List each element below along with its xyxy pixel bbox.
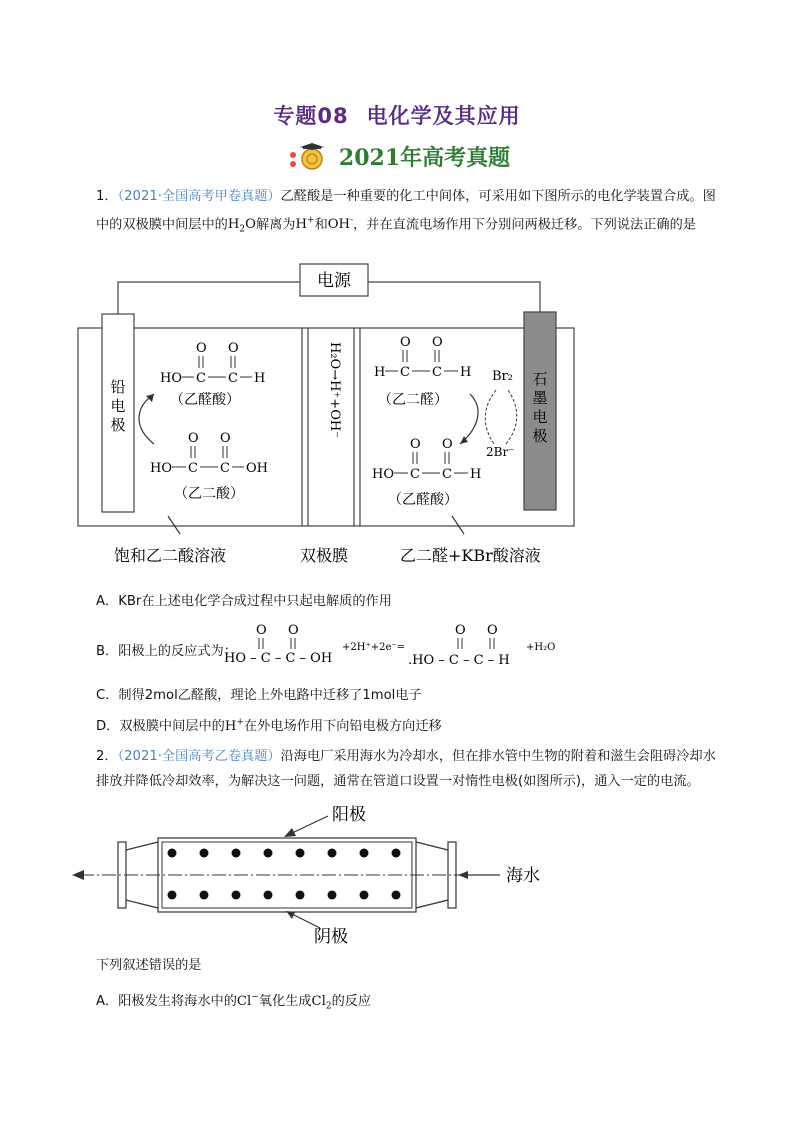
- option-1a: A．KBr在上述电化学合成过程中只起电解质的作用: [96, 594, 392, 609]
- svg-text:O: O: [400, 335, 411, 350]
- right-solution-label: 乙二醛+KBr酸溶液: [400, 546, 541, 565]
- svg-text:H: H: [460, 365, 472, 380]
- svg-text:墨: 墨: [532, 389, 548, 407]
- svg-text:O: O: [196, 341, 207, 356]
- subtitle: 2021年高考真题: [338, 145, 511, 171]
- glyoxal-structure: [374, 335, 471, 380]
- option-2a: A．阳极发生将海水中的Cl−氧化生成$Cl_2$的反应: [96, 992, 372, 1012]
- glyoxylic-acid-structure-right: [372, 437, 481, 482]
- formula-h2o: $H_2O$: [227, 217, 256, 236]
- oxidation-arrow: [460, 394, 478, 444]
- svg-text:.HO – C – C – H: .HO – C – C – H: [408, 653, 510, 668]
- svg-text:HO: HO: [160, 371, 182, 386]
- svg-text:O: O: [188, 431, 199, 446]
- svg-text:O: O: [432, 335, 443, 350]
- svg-text:O: O: [228, 341, 239, 356]
- svg-text:石: 石: [532, 370, 548, 388]
- formula-oh-minus: OH-: [327, 216, 354, 233]
- svg-text:铅: 铅: [110, 378, 126, 396]
- anode-label: 阳极: [332, 805, 366, 825]
- svg-text:电: 电: [532, 408, 548, 426]
- glyoxylic-acid-label-left: （乙醛酸）: [170, 392, 240, 408]
- pipe-electrode-diagram: [70, 800, 560, 950]
- svg-text:H: H: [254, 371, 266, 386]
- svg-text:O: O: [256, 623, 267, 638]
- svg-text:O: O: [455, 623, 466, 638]
- svg-text:+H₂O: +H₂O: [526, 642, 556, 653]
- question-1-stem: 1．（2021·全国高考甲卷真题）乙醛酸是一种重要的化工中间体，可采用如下图所示的电化学装置合成。图 中的双极膜中间层中的$H_2O$解离为H+和OH-，并在直流电场作用下分别问两极迁移。下列说法正确的是: [96, 189, 716, 236]
- question-2-source: （2021·全国高考乙卷真题）: [117, 749, 281, 764]
- svg-text:OH: OH: [246, 461, 268, 476]
- option-1d: D．双极膜中间层中的H+在外电场作用下向铅电极方向迁移: [96, 717, 442, 734]
- power-source-label: 电源: [317, 271, 351, 291]
- svg-text:HO – C – C – OH: HO – C – C – OH: [224, 651, 333, 666]
- mascot-logo-icon: [284, 142, 330, 172]
- svg-text:C: C: [196, 371, 206, 386]
- seawater-label: 海水: [506, 866, 540, 886]
- svg-text:O: O: [410, 437, 421, 452]
- page-title: 专题08 电化学及其应用: [273, 104, 521, 128]
- cathode-label: 阴极: [314, 927, 348, 947]
- svg-text:O: O: [487, 623, 498, 638]
- outflow-arrow-icon: [72, 870, 84, 880]
- svg-text:H: H: [470, 467, 482, 482]
- inflow-arrow-icon: [458, 871, 468, 879]
- question-2-stem: 2．（2021·全国高考乙卷真题）沿海电厂采用海水为冷却水，但在排水管中生物的附着和滋生会阻碍冷却水 排放并降低冷却效率，为解决这一问题，通常在管道口设置一对惰性电极(如图所示)，通入一定的电流。: [96, 749, 716, 789]
- formula-h-plus: H+: [295, 216, 315, 233]
- question-2-prompt: 下列叙述错误的是: [96, 958, 202, 973]
- svg-text:C: C: [410, 467, 420, 482]
- svg-text:HO: HO: [372, 467, 394, 482]
- question-1-source: （2021·全国高考甲卷真题）: [117, 189, 281, 204]
- glyoxal-label: （乙二醛）: [378, 392, 448, 408]
- svg-text:C: C: [400, 365, 410, 380]
- bromide-label: 2Br⁻: [486, 445, 515, 459]
- svg-text:O: O: [442, 437, 453, 452]
- glyoxylic-acid-label-right: （乙醛酸）: [388, 492, 458, 508]
- svg-text:极: 极: [532, 427, 548, 445]
- svg-text:+2H⁺+2e⁻=: +2H⁺+2e⁻=: [342, 642, 406, 653]
- option-1b-equation: [218, 618, 598, 672]
- subtitle-row: [0, 141, 794, 172]
- membrane-reaction-label: H₂O→H⁺+OH⁻: [327, 342, 342, 439]
- svg-text:O: O: [288, 623, 299, 638]
- oxalic-acid-structure: [150, 431, 268, 476]
- svg-text:C: C: [442, 467, 452, 482]
- svg-text:HO: HO: [150, 461, 172, 476]
- svg-text:极: 极: [110, 416, 126, 434]
- svg-text:H: H: [374, 365, 386, 380]
- glyoxylic-acid-structure-left: [160, 341, 265, 386]
- option-1c: C．制得2mol乙醛酸，理论上外电路中迁移了1mol电子: [96, 688, 422, 703]
- svg-text:电: 电: [110, 397, 126, 415]
- membrane-label: 双极膜: [300, 546, 349, 565]
- bromine-label: Br₂: [492, 369, 513, 384]
- svg-text:O: O: [220, 431, 231, 446]
- svg-text:C: C: [228, 371, 238, 386]
- oxalic-acid-label: （乙二酸）: [174, 486, 244, 502]
- electrochemical-cell-diagram: [74, 258, 604, 578]
- svg-text:C: C: [432, 365, 442, 380]
- svg-text:C: C: [220, 461, 230, 476]
- left-solution-label: 饱和乙二酸溶液: [114, 546, 227, 565]
- svg-text:C: C: [188, 461, 198, 476]
- option-1b: B．阳极上的反应式为：: [96, 644, 237, 659]
